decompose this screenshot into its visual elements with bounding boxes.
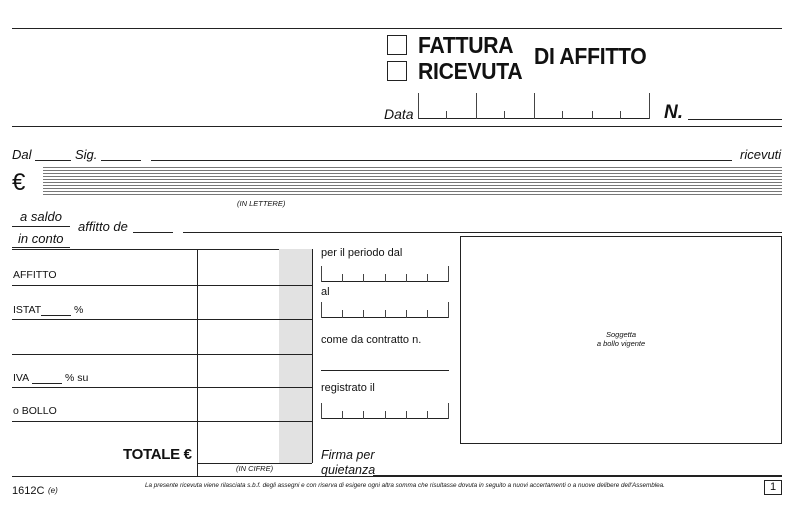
period-from-label: per il periodo dal	[321, 247, 403, 259]
table-row-divider	[12, 421, 312, 422]
fattura-checkbox[interactable]	[387, 35, 407, 55]
mr-label: Sig.	[75, 147, 98, 162]
table-right-border	[312, 249, 313, 463]
option-fattura-label: FATTURA	[418, 32, 514, 58]
header-separator	[12, 126, 782, 127]
table-left-divider	[197, 249, 198, 476]
top-border	[12, 28, 782, 29]
payer-name-field[interactable]	[151, 160, 732, 161]
signature-label-line2: quietanza	[321, 463, 376, 477]
registered-date-field[interactable]	[321, 403, 449, 419]
stamp-item-label: o BOLLO	[13, 405, 57, 417]
form-variant: (e)	[48, 486, 58, 495]
registered-label: registrato il	[321, 382, 375, 394]
istat-item-label: ISTAT	[13, 304, 42, 316]
istat-pct-label: %	[74, 304, 84, 316]
ricevuta-checkbox[interactable]	[387, 61, 407, 81]
vat-pct-label: % su	[65, 372, 89, 384]
on-account-label: in conto	[18, 231, 64, 246]
table-row-divider	[12, 285, 312, 286]
period-to-label: al	[321, 286, 330, 298]
total-label: TOTALE €	[123, 446, 192, 463]
in-words-note: (IN LETTERE)	[237, 199, 286, 208]
footer-separator	[12, 476, 782, 477]
copy-number-box	[764, 480, 782, 495]
period-from-field[interactable]	[321, 266, 449, 282]
vat-item-label: IVA	[13, 372, 30, 384]
rent-of-field[interactable]	[133, 232, 173, 233]
table-row-divider	[12, 319, 312, 320]
table-top	[12, 249, 312, 250]
amount-words-field[interactable]	[43, 167, 782, 195]
signature-label-line1: Firma per	[321, 448, 375, 462]
received-label: ricevuti	[740, 147, 782, 162]
figures-shaded-column	[279, 249, 312, 463]
balance-label: a saldo	[20, 209, 62, 224]
date-field[interactable]	[418, 103, 650, 119]
date-label: Data	[384, 106, 414, 122]
euro-symbol: €	[12, 169, 26, 196]
contract-number-field[interactable]	[321, 370, 449, 371]
number-field[interactable]	[688, 119, 782, 120]
stamp-box[interactable]	[460, 236, 782, 444]
in-figures-note: (IN CIFRE)	[236, 464, 274, 473]
on-account-divider	[12, 247, 70, 248]
option-ricevuta-label: RICEVUTA	[418, 58, 523, 84]
period-to-field[interactable]	[321, 302, 449, 318]
from-label: Dal	[12, 147, 32, 162]
balance-divider	[12, 226, 70, 227]
table-row-divider	[12, 387, 312, 388]
istat-pct-field[interactable]	[41, 315, 71, 316]
title-suffix: DI AFFITTO	[534, 43, 647, 69]
rent-of-label: affitto de	[78, 219, 128, 234]
stamp-note-line1: Soggetta	[605, 330, 637, 339]
vat-pct-field[interactable]	[32, 383, 62, 384]
stamp-note-line2: a bollo vigente	[596, 339, 646, 348]
table-row-divider	[12, 354, 312, 355]
copy-number: 1	[769, 481, 777, 493]
rent-item-label: AFFITTO	[13, 269, 57, 281]
mr-title-field[interactable]	[101, 160, 141, 161]
number-label: N.	[664, 102, 683, 123]
rent-of-field-long[interactable]	[183, 232, 782, 233]
footer-disclaimer: La presente ricevuta viene rilasciata s.b.f. degli assegni e con riserva di esigere ogni altra somma che risultasse dovuta in seguito a nuovi accertamenti o a nuove delibere dell'Assemblea.	[145, 482, 665, 489]
form-code: 1612C	[12, 485, 45, 497]
from-field[interactable]	[35, 160, 71, 161]
contract-label: come da contratto n.	[321, 334, 422, 346]
